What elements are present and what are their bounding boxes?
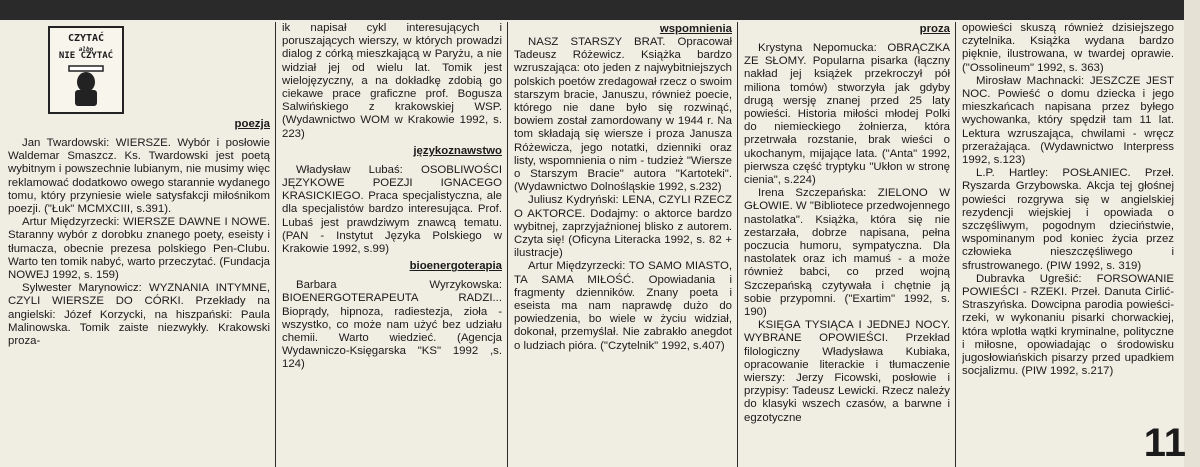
column-1 bbox=[8, 22, 270, 462]
review-entry: KSIĘGA TYSIĄCA I JEDNEJ NOCY. WYBRANE OPOWIEŚCI. Przekład filologiczny Władysława Kubiaka, opracowanie literackie i tłumaczenie wierszy: Jerzy Ficowski, posłowie i przypisy: Tadeusz Lewicki. Rzecz należy do klasyki wszech czasów, a barwne i egzotyczne bbox=[744, 319, 950, 424]
review-entry: Artur Międzyrzecki: WIERSZE DAWNE I NOWE. Staranny wybór z dorobku znanego poety, eseisty i tłumacza, obecnie prezesa polskiego Pen-Clubu. Warto ten tomik nabyć, warto przeczytać. (Fundacja NOWEJ 1992, s. 159) bbox=[8, 216, 270, 282]
paper-edge bbox=[1184, 0, 1200, 467]
review-entry: Jan Twardowski: WIERSZE. Wybór i posłowie Waldemar Smaszcz. Ks. Twardowski jest poetą wybitnym i powszechnie lubianym, nie musimy więc reklamować dodatkowo owego starannie wydanego tomu, który przyniesie wiele satysfakcji miłośnikom poezji. ("Łuk" MCMXCIII, s.391). bbox=[8, 137, 270, 216]
review-entry: NASZ STARSZY BRAT. Opracował Tadeusz Różewicz. Książka bardzo wzruszająca: oto jeden z najwybitniejszych polskich poetów zredagował rzecz o swoim starszym bracie, Januszu, również poecie, którego nie dane było się rozwinąć, bowiem został zamordowany w 1944 r. Na tom składają się wiersze i proza Janusza Różewicza, jego notatki, dzienniki oraz listy, wspomnienia o nim - tudzież "Wiersze o Starszym Bracie" autora "Kartoteki". (Wydawnictwo Dolnośląskie 1992, s.232) bbox=[514, 36, 732, 194]
column-divider bbox=[737, 22, 738, 467]
column-divider bbox=[507, 22, 508, 467]
column-divider bbox=[275, 22, 276, 467]
logo-line-1: CZYTAĆ bbox=[67, 33, 105, 44]
column-divider bbox=[955, 22, 956, 467]
review-entry: ik napisał cykl interesujących i poruszających wierszy, w których prowadzi dialog z córką mieszkającą w Paryżu, a nie widział jej od wielu lat. Tomik jest wielojęzyczny, a na dokładkę zdobią go ciekawe prace graficzne prof. Bogusza Salwińskiego z krakowskiej WSP. (Wydawnictwo WOM w Krakowie 1992, s. 223) bbox=[282, 22, 502, 140]
section-heading-proza: proza bbox=[919, 23, 950, 35]
review-entry: Irena Szczepańska: ZIELONO W GŁOWIE. W "Bibliotece przedwojennego nastolatka". Książka, która się nie zestarzała, dobrze napisana, pełna poczucia humoru, sympatyczna. Dla nastolatek oraz ich mamuś - a może również babci, co przed wojną Szczepańską czytywała i chętnie ją sobie przypomni. ("Exartim" 1992, s. 190) bbox=[744, 187, 950, 319]
logo-line-3: NIE CZYTAĆ bbox=[58, 51, 114, 61]
review-entry: Artur Międzyrzecki: TO SAMO MIASTO, TA SAMA MIŁOŚĆ. Opowiadania i fragmenty dzienników. Znany poeta i eseista ma nam naprawdę dużo do powiedzenia, bo wiele w życiu widział, dokonał, przemyślał. Nie zabrakło anegdot o ludziach pióra. ("Czytelnik" 1992, s.407) bbox=[514, 260, 732, 352]
review-entry: Juliusz Kydryński: LENA, CZYLI RZECZ O AKTORCE. Dodajmy: o aktorce bardzo wybitnej, zaprzyjaźnionej blisko z autorem. Czyta się! (Oficyna Literacka 1992, s. 82 + ilustracje) bbox=[514, 194, 732, 260]
review-entry: Krystyna Nepomucka: OBRĄCZKA ZE SŁOMY. Popularna pisarka (łączny nakład jej książek przekroczył pół miliona tomów) stworzyła jak gdyby drugą wersję znanej przed 25 laty powieści. Historia miłości młodej Polki do niemieckiego żołnierza, która przetrwała rozstanie, brak wieści o ukochanym, mijające lata. ("Anta" 1992, pierwsza część tryptyku "Ukłon w stronę cienia", s.224) bbox=[744, 42, 950, 187]
review-entry: Barbara Wyrzykowska: BIOENERGOTERAPEUTA RADZI... Bioprądy, hipnoza, radiestezja, zioła - wszystko, co może nam użyć bez udziału chemii. Warto wiedzieć. (Agencja Wydawniczo-Księgarska "KS" 1992 ,s. 124) bbox=[282, 279, 502, 371]
column-3 bbox=[514, 22, 732, 462]
review-entry: opowieści skuszą również dzisiejszego czytelnika. Książka wydana bardzo pięknie, ilustrowana, w twardej oprawie. ("Ossolineum" 1992, s. 363) bbox=[962, 22, 1174, 74]
column-5 bbox=[962, 22, 1174, 462]
column-2 bbox=[282, 22, 502, 462]
top-black-bar bbox=[0, 0, 1200, 20]
review-entry: Dubravka Ugrešić: FORSOWANIE POWIEŚCI - RZEKI. Przeł. Danuta Cirlić-Straszyńska. Dowcipna parodia powieści-rzeki, w wykonaniu pisarki chorwackiej, która wplotła wątki kryminalne, polityczne i miłosne, opowiadając o środowisku jugosłowiańskich pisarzy przed upadkiem socjalizmu. (PIW 1992, s.217) bbox=[962, 272, 1174, 378]
section-heading-wspomnienia: wspomnienia bbox=[659, 23, 732, 35]
column-4 bbox=[744, 22, 950, 462]
read-or-not-logo bbox=[48, 26, 124, 114]
logo-line-2: albo bbox=[78, 46, 94, 53]
review-entry: L.P. Hartley: POSŁANIEC. Przeł. Ryszarda Grzybowska. Akcja tej głośnej powieści rozgrywa się w angielskiej rezydencji wiejskiej i opowiada o szczęśliwym, pogodnym dzieciństwie, wspominanym pod koniec życia przez człowieka nieszczęśliwego i sfrustrowanego. (PIW 1992, s. 319) bbox=[962, 167, 1174, 272]
review-entry: Sylwester Marynowicz: WYZNANIA INTYMNE, CZYLI WIERSZE DO CÓRKI. Przekłady na angielski: Józef Korzycki, na hiszpański: Paula Malinowska. Tomik zaiste niezwykły. Krakowski proza- bbox=[8, 282, 270, 348]
section-heading-jezykoznawstwo: językoznawstwo bbox=[413, 144, 502, 157]
section-heading-poezja: poezja bbox=[234, 118, 270, 130]
review-entry: Mirosław Machnacki: JESZCZE JEST NOC. Powieść o domu dziecka i jego mieszkańcach napisana przez byłego wychowanka, który spędził tam 11 lat. Lektura wzruszająca, chwilami - wręcz przerażająca. (Wydawnictwo Interpress 1992, s.123) bbox=[962, 74, 1174, 167]
review-entry: Władysław Lubaś: OSOBLIWOŚCI JĘZYKOWE POEZJI IGNACEGO KRASICKIEGO. Praca specjalistyczna, ale dla specjalistów bardzo interesująca. Prof. Lubaś jest prawdziwym znawcą tematu. (PAN - Instytut Języka Polskiego w Krakowie 1992, s.99) bbox=[282, 163, 502, 256]
page-number: 11 bbox=[1143, 421, 1186, 465]
section-heading-bioenergoterapia: bioenergoterapia bbox=[409, 260, 502, 273]
